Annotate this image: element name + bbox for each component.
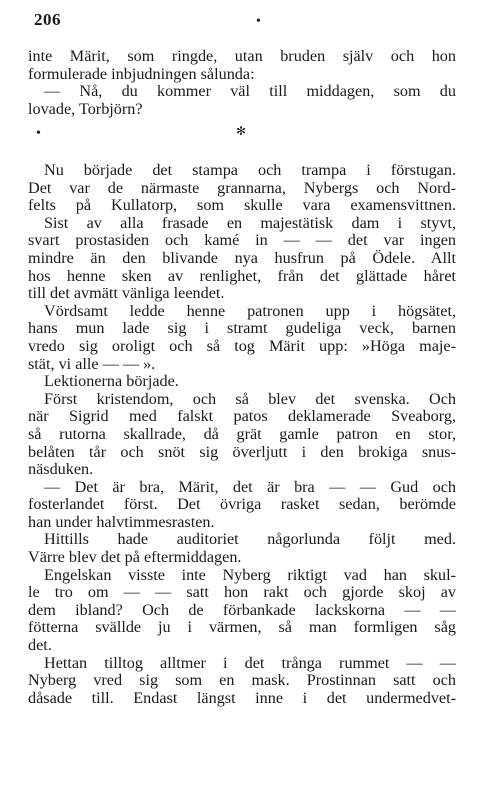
text-line: hans mun lade sig i stramt gudeliga veck, barnen — [28, 319, 456, 338]
text-line: lovade, Torbjörn? — [28, 99, 143, 118]
text-line: när Sigrid med falskt patos deklamerade Sveaborg, — [28, 407, 456, 426]
section-break — [28, 126, 456, 140]
text-line: till det avmätt vänliga leendet. — [28, 284, 225, 303]
text-line: Nyberg vred sig som en mask. Prostinnan satt och — [28, 671, 456, 690]
text-line: — Nå, du kommer väl till middagen, som du — [44, 82, 456, 101]
text-line: inte Märit, som ringde, utan bruden själv och hon — [28, 47, 456, 65]
text-line: Vördsamt ledde henne patronen upp i högsätet, — [44, 301, 456, 320]
text-line: le tro om — — satt hon rakt och gjorde skoj av — [28, 583, 456, 602]
text-line: mindre än den blivande nya husfrun på Ödele. Allt — [28, 248, 456, 267]
text-line: vredo sig oroligt och så tog Märit upp: »Höga maje- — [28, 336, 456, 355]
text-line: så rutorna skallrade, då grät gamle patron en stor, — [28, 424, 456, 443]
text-line: dem ibland? Och de förbankade lackskorna — — — [28, 600, 456, 619]
section-dot: • — [36, 126, 41, 141]
text-line: felts på Kullatorp, som skulle vara examensvittnen. — [28, 196, 456, 215]
text-line: fosterlandet först. Det övriga rasket sedan, berömde — [28, 495, 456, 514]
text-line: hos henne sken av renlighet, från det glättade håret — [28, 266, 456, 285]
text-line: belåten tår och snöt sig överljutt i den brokiga snus- — [28, 442, 456, 461]
text-line: det. — [28, 636, 52, 655]
text-line: Sist av alla frasade en majestätisk dam i styvt, — [44, 213, 456, 232]
header-dot: • — [256, 14, 261, 29]
text-line: svart prostasiden och kamé in — — det var ingen — [28, 231, 456, 250]
text-line: näsduken. — [28, 460, 94, 479]
text-line: — Det är bra, Märit, det är bra — — Gud och — [44, 477, 456, 496]
text-line: dåsade till. Endast längst inne i det undermedvet- — [28, 688, 456, 707]
text-line: formulerade inbjudningen sålunda: — [28, 64, 255, 83]
text-line: Engelskan visste inte Nyberg riktigt vad han skul- — [44, 565, 456, 584]
text-line: Lektionerna började. — [44, 372, 179, 391]
text-line: Först kristendom, och så blev det svenska. Och — [44, 389, 456, 408]
text-line: Nu började det stampa och trampa i förstugan. — [44, 161, 456, 179]
text-line: han under halvtimmesrasten. — [28, 512, 215, 531]
text-line: fötterna svällde ju i värmen, så man formligen såg — [28, 618, 456, 637]
text-block-main — [28, 162, 456, 707]
text-line: Det var de närmaste grannarna, Nybergs och Nord- — [28, 178, 456, 197]
asterism-icon: ✻ — [236, 124, 247, 138]
text-line: Värre blev det på eftermiddagen. — [28, 548, 242, 567]
text-block-top — [28, 48, 456, 118]
text-line: Hettan tilltog alltmer i det trånga rummet — — — [44, 653, 456, 672]
page-number: 206 — [34, 10, 61, 29]
text-line: stät, vi alle — — ». — [28, 354, 156, 373]
text-line: Hittills hade auditoriet någorlunda följt med. — [44, 530, 456, 549]
